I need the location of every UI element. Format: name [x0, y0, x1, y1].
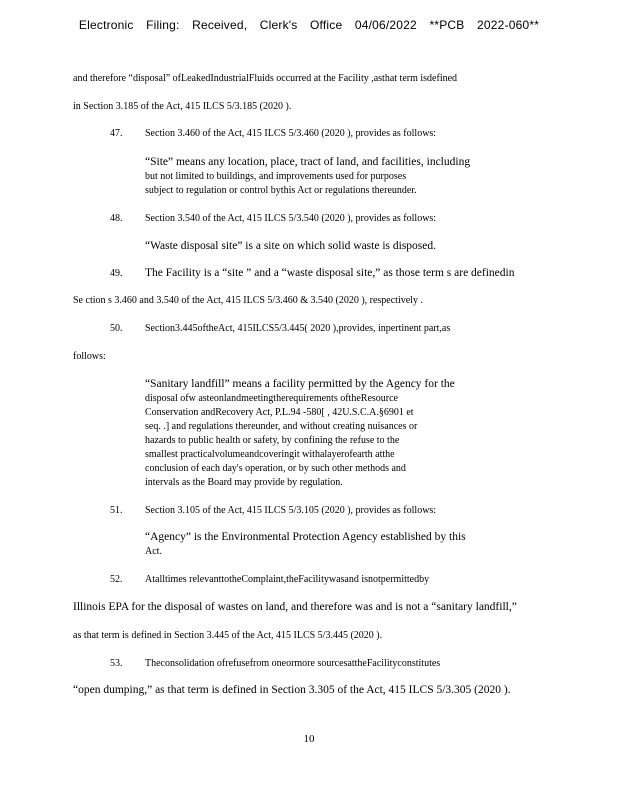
- paragraph-text: Section3.445oftheAct, 415ILCS5/3.445( 2020 ),provides, inpertinent part,as: [145, 323, 451, 334]
- paragraph-text: Section 3.105 of the Act, 415 ILCS 5/3.105 (2020 ), provides as follows:: [145, 505, 437, 516]
- paragraph-number: 52.: [110, 574, 123, 585]
- block-quote-line: subject to regulation or control bythis Act or regulations thereunder.: [145, 185, 417, 196]
- paragraph-number: 47.: [110, 128, 123, 139]
- block-quote-line: conclusion of each day's operation, or by such other methods and: [145, 463, 406, 474]
- block-quote-line: hazards to public health or safety, by confining the refuse to the: [145, 435, 400, 446]
- paragraph-number: 49.: [110, 268, 123, 279]
- block-quote-line: “Site” means any location, place, tract of land, and facilities, including: [145, 156, 471, 168]
- block-quote-line: Conservation andRecovery Act, P.L.94 -580[ , 42U.S.C.A.§6901 et: [145, 407, 414, 418]
- paragraph-continuation: Illinois EPA for the disposal of wastes on land, and therefore was and is not a “sanitary landfill,”: [73, 601, 517, 613]
- electronic-filing-stamp: Electronic Filing: Received, Clerk's Office 04/06/2022 **PCB 2022-060**: [78, 18, 540, 32]
- block-quote-line: intervals as the Board may provide by regulation.: [145, 477, 343, 488]
- paragraph-continuation: “open dumping,” as that term is defined in Section 3.305 of the Act, 415 ILCS 5/3.305 (2020 ).: [73, 684, 511, 696]
- body-line: and therefore “disposal” ofLeakedIndustrialFluids occurred at the Facility ,asthat term isdefined: [73, 73, 458, 84]
- paragraph-text: Section 3.460 of the Act, 415 ILCS 5/3.460 (2020 ), provides as follows:: [145, 128, 437, 139]
- block-quote-line: “Sanitary landfill” means a facility permitted by the Agency for the: [145, 378, 455, 390]
- block-quote-line: smallest practicalvolumeandcoveringit withalayerofearth atthe: [145, 449, 395, 460]
- body-line: in Section 3.185 of the Act, 415 ILCS 5/3.185 (2020 ).: [73, 101, 292, 112]
- paragraph-text: The Facility is a “site ” and a “waste disposal site,” as those term s are definedin: [145, 267, 515, 279]
- block-quote-line: “Waste disposal site” is a site on which solid waste is disposed.: [145, 240, 437, 252]
- paragraph-text: Theconsolidation ofrefusefrom oneormore sourcesattheFacilityconstitutes: [145, 658, 441, 669]
- block-quote-line: but not limited to buildings, and improvements used for purposes: [145, 171, 407, 182]
- paragraph-number: 53.: [110, 658, 123, 669]
- paragraph-text: Section 3.540 of the Act, 415 ILCS 5/3.540 (2020 ), provides as follows:: [145, 213, 437, 224]
- paragraph-number: 48.: [110, 213, 123, 224]
- paragraph-number: 50.: [110, 323, 123, 334]
- paragraph-continuation: Se ction s 3.460 and 3.540 of the Act, 415 ILCS 5/3.460 & 3.540 (2020 ), respectively .: [73, 295, 423, 306]
- paragraph-continuation: as that term is defined in Section 3.445 of the Act, 415 ILCS 5/3.445 (2020 ).: [73, 630, 383, 641]
- paragraph-number: 51.: [110, 505, 123, 516]
- paragraph-continuation: follows:: [73, 351, 106, 362]
- block-quote-line: seq. .] and regulations thereunder, and without creating nuisances or: [145, 421, 418, 432]
- block-quote-line: disposal ofw asteonlandmeetingtherequirements oftheResource: [145, 393, 398, 404]
- block-quote-line: Act.: [145, 546, 162, 557]
- page-number: 10: [303, 733, 315, 745]
- block-quote-line: “Agency” is the Environmental Protection Agency established by this: [145, 531, 466, 543]
- paragraph-text: Atalltimes relevanttotheComplaint,theFacilitywasand isnotpermittedby: [145, 574, 430, 585]
